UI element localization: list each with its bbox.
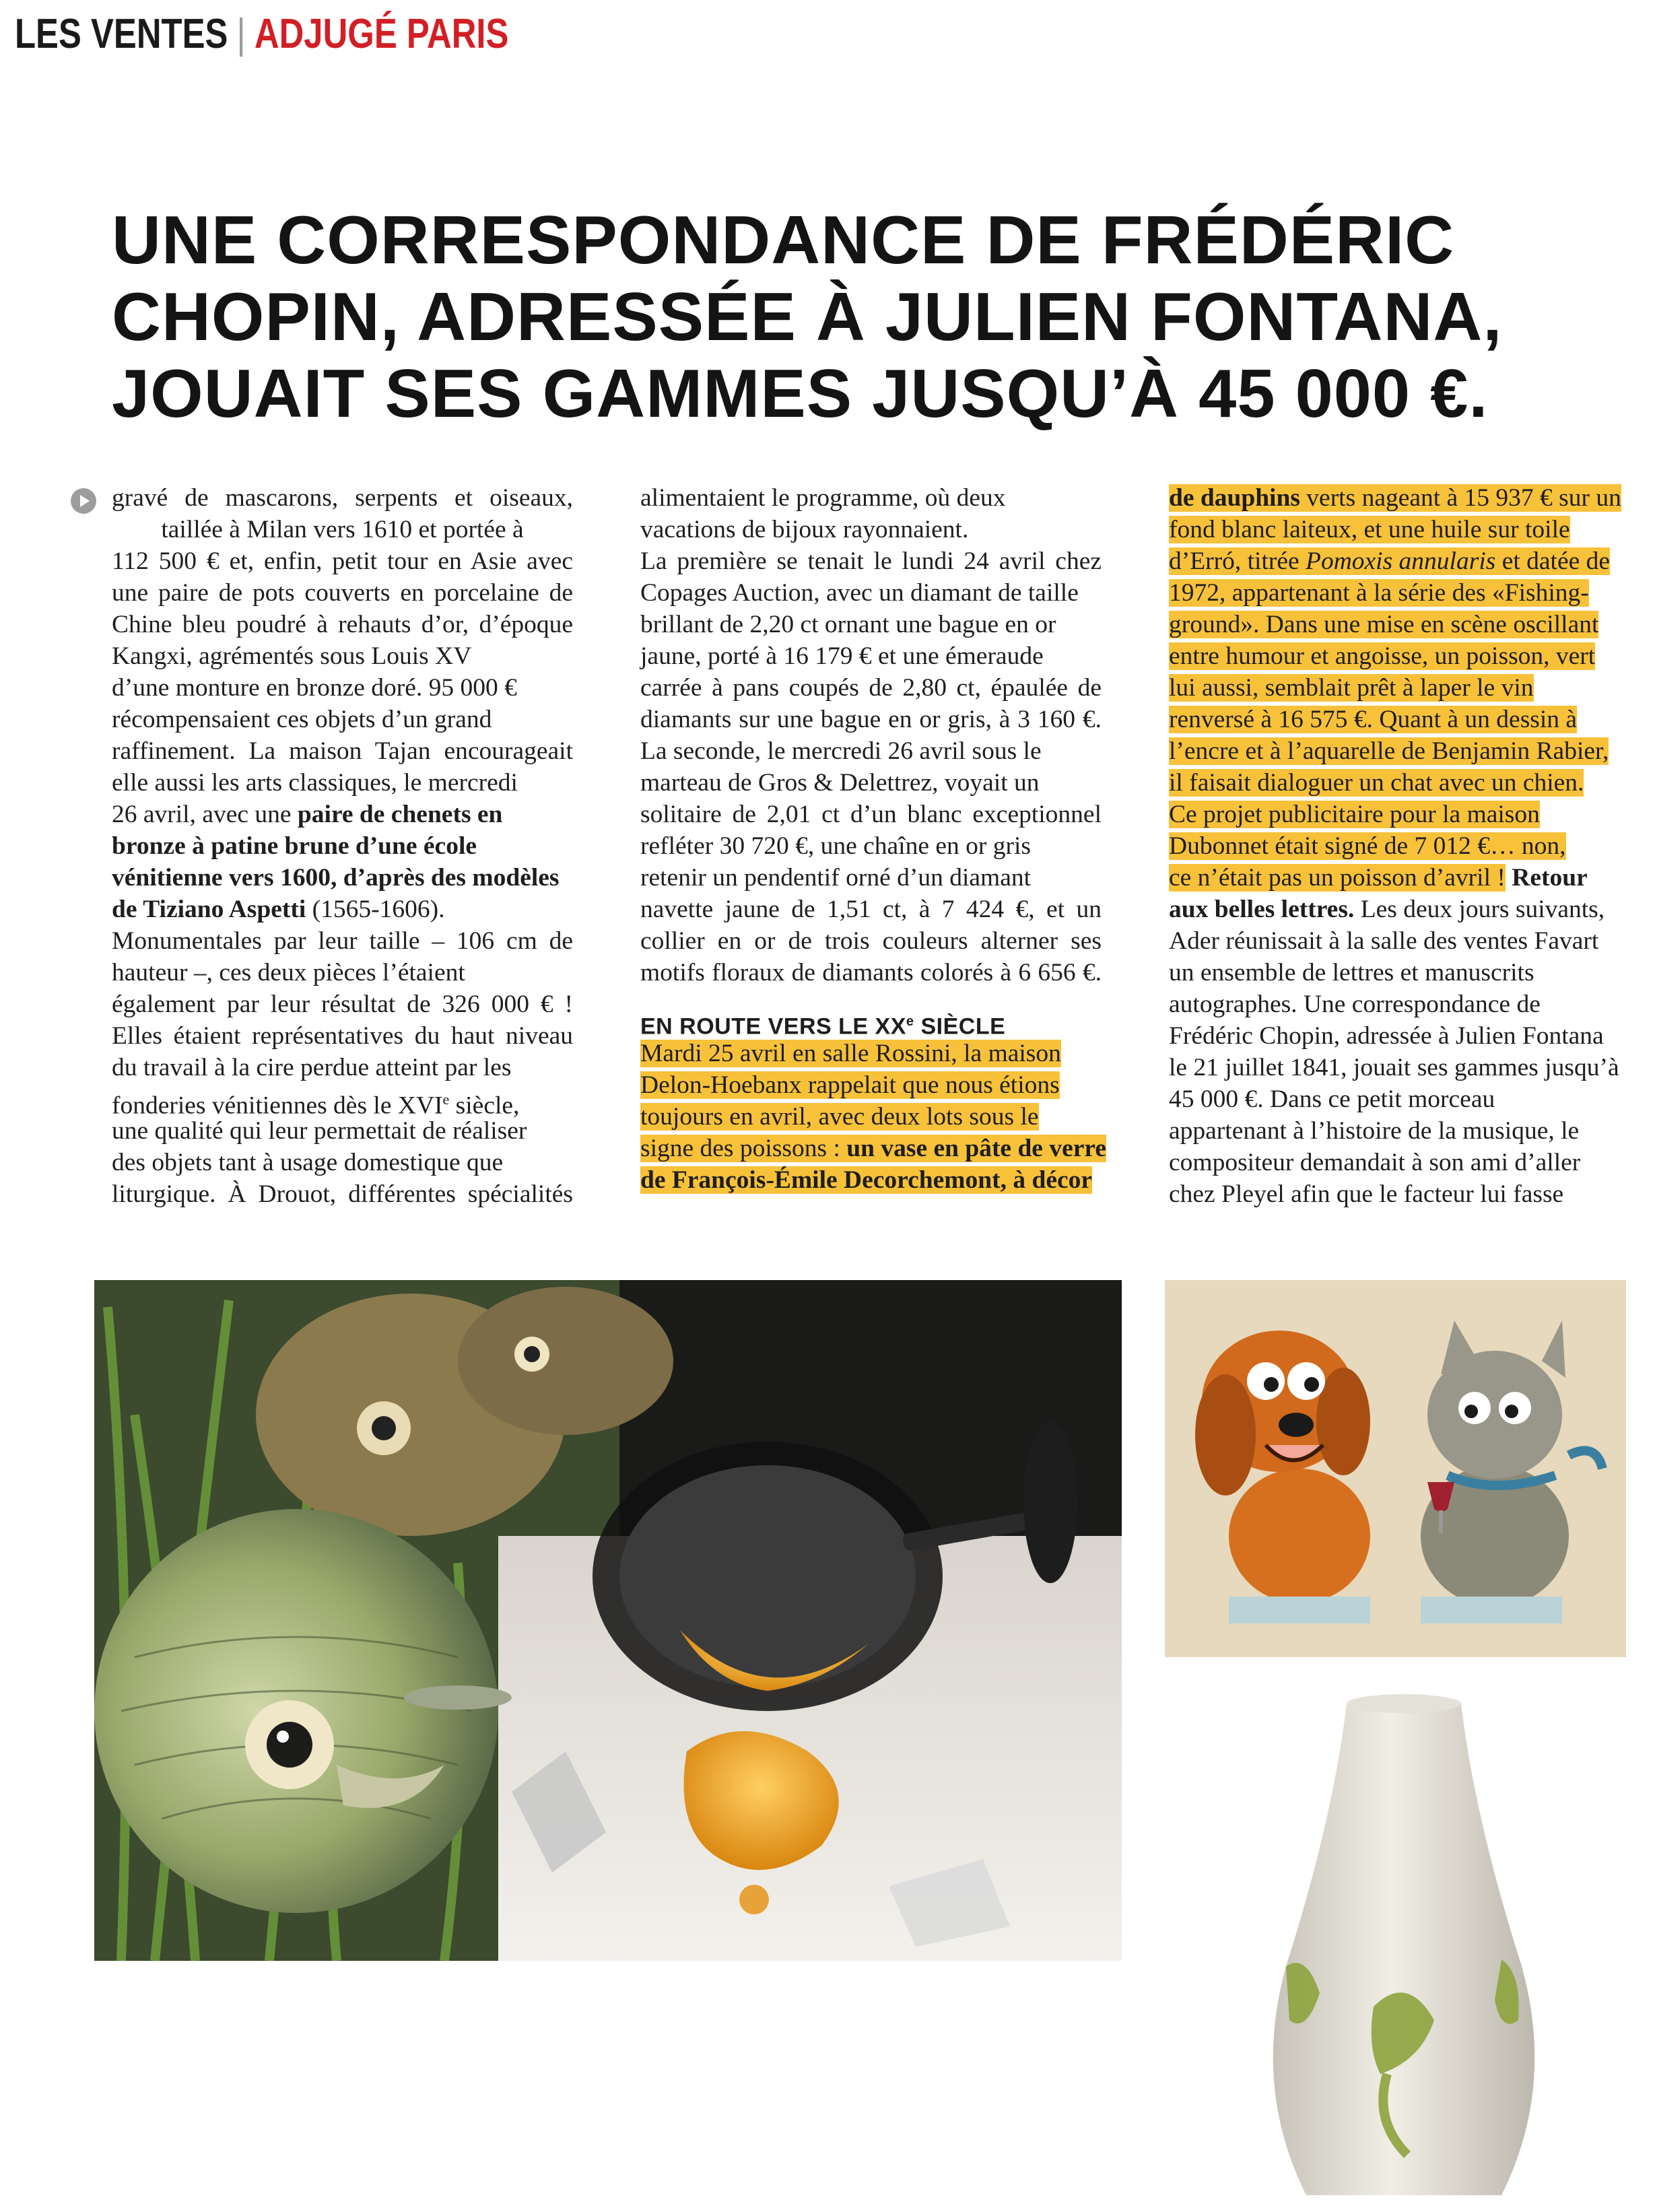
- section-rubric: [15, 9, 508, 58]
- text-line: appartenant à l’histoire de la musique, le: [1169, 1117, 1580, 1145]
- text-line: carrée à pans coupés de 2,80 ct, épaulée de: [640, 674, 1102, 702]
- text-line: Elles étaient représentatives du haut niveau: [112, 1022, 573, 1050]
- text-line: Delon-Hoebanx rappelait que nous étions: [640, 1071, 1060, 1099]
- text-line: alimentaient le programme, où deux: [640, 484, 1006, 512]
- text-line: autographes. Une correspondance de: [1169, 991, 1541, 1018]
- text-line: solitaire de 2,01 ct d’un blanc exceptionnel: [640, 801, 1102, 828]
- text-line: Ce projet publicitaire pour la maison: [1169, 801, 1540, 828]
- text-line: raffinement. La maison Tajan encourageait: [112, 737, 573, 765]
- text-line: fond blanc laiteux, et une huile sur toile: [1169, 516, 1570, 543]
- spacer: [640, 988, 1102, 1006]
- text-line: Frédéric Chopin, adressée à Julien Fontana: [1169, 1022, 1604, 1050]
- text-line: il faisait dialoguer un chat avec un chien.: [1169, 769, 1584, 797]
- bold-lot-title: paire de chenets en: [297, 801, 503, 828]
- text-line: navette jaune de 1,51 ct, à 7 424 €, et un: [640, 896, 1102, 923]
- text-line: le 21 juillet 1841, jouait ses gammes jusqu’à: [1169, 1054, 1619, 1081]
- rabier-dog-cat-drawing-image: [1165, 1280, 1626, 1657]
- text-line: l’encre et à l’aquarelle de Benjamin Rabier,: [1169, 737, 1609, 765]
- section-subhead: EN ROUTE VERS LE XXe SIÈCLE: [640, 1013, 1006, 1040]
- text-line: vacations de bijoux rayonnaient.: [640, 516, 969, 543]
- text-line: gravé de mascarons, serpents et oiseaux,: [112, 484, 573, 512]
- text-line: Mardi 25 avril en salle Rossini, la maison: [640, 1040, 1061, 1067]
- text-line: refléter 30 720 €, une chaîne en or gris: [640, 832, 1031, 860]
- body-column-2: [640, 482, 1106, 1196]
- text-line: Dubonnet était signé de 7 012 €… non,: [1169, 832, 1566, 860]
- text-line: Monumentales par leur taille – 106 cm de: [112, 927, 573, 955]
- text-line: Ader réunissait à la salle des ventes Favart: [1169, 927, 1599, 955]
- text-line: fonderies vénitiennes dès le XVIe siècle,: [112, 1091, 520, 1120]
- text-line: chez Pleyel afin que le facteur lui fasse: [1169, 1180, 1564, 1208]
- text-line: aux belles lettres. Les deux jours suivants,: [1169, 896, 1605, 923]
- text-line: 112 500 € et, enfin, petit tour en Asie avec: [112, 547, 573, 575]
- decorchemont-vase-image: [1205, 1683, 1602, 2212]
- text-line: marteau de Gros & Delettrez, voyait un: [640, 769, 1040, 797]
- article-headline: [112, 202, 1559, 432]
- headline-line: JOUAIT SES GAMMES JUSQU’À 45 000 €.: [112, 356, 1489, 432]
- body-column-3: [1169, 482, 1630, 1210]
- text-line: taillée à Milan vers 1610 et portée à: [161, 516, 524, 543]
- text-line: Kangxi, agrémentés sous Louis XV: [112, 642, 472, 670]
- text-line: de dauphins verts nageant à 15 937 € sur un: [1169, 484, 1621, 512]
- text-line: renversé à 16 575 €. Quant à un dessin à: [1169, 706, 1578, 733]
- text-line: 26 avril, avec une paire de chenets en: [112, 801, 503, 828]
- text-line: compositeur demandait à son ami d’aller: [1169, 1149, 1581, 1176]
- body-column-1: [112, 482, 573, 1210]
- text-line: hauteur –, ces deux pièces l’étaient: [112, 959, 465, 986]
- text-line: 1972, appartenant à la série des «Fishing-: [1169, 579, 1589, 607]
- text-line: retenir un pendentif orné d’un diamant: [640, 864, 1032, 892]
- text-line: de François-Émile Decorchemont, à décor: [640, 1166, 1093, 1194]
- rubric-separator: |: [236, 10, 246, 57]
- text-line: ground». Dans une mise en scène oscillant: [1169, 611, 1599, 638]
- text-line: liturgique. À Drouot, différentes spécialités: [112, 1180, 573, 1208]
- text-line: également par leur résultat de 326 000 € !: [112, 991, 573, 1018]
- text-line: signe des poissons : un vase en pâte de verre: [640, 1135, 1106, 1162]
- text-line: 45 000 €. Dans ce petit morceau: [1169, 1085, 1495, 1113]
- text-line: motifs floraux de diamants colorés à 6 656 €.: [640, 959, 1102, 986]
- text-line: elle aussi les arts classiques, le mercredi: [112, 769, 518, 797]
- text-line: une qualité qui leur permettait de réaliser: [112, 1117, 527, 1145]
- headline-line: UNE CORRESPONDANCE DE FRÉDÉRIC: [112, 203, 1455, 278]
- text-line: d’Erró, titrée Pomoxis annularis et datée de: [1169, 547, 1611, 575]
- text-line: de Tiziano Aspetti (1565-1606).: [112, 896, 445, 923]
- text-line: Chine bleu poudré à rehauts d’or, d’époque: [112, 611, 573, 638]
- text-line: toujours en avril, avec deux lots sous le: [640, 1103, 1039, 1131]
- text-line: ce n’était pas un poisson d’avril ! Retour: [1169, 864, 1588, 892]
- text-line: jaune, porté à 16 179 € et une émeraude: [640, 642, 1044, 670]
- text-line: des objets tant à usage domestique que: [112, 1149, 504, 1176]
- continuation-arrow-icon: [70, 488, 97, 514]
- subsection-label: ADJUGÉ PARIS: [254, 10, 509, 57]
- text-line: La première se tenait le lundi 24 avril chez: [640, 547, 1102, 575]
- painting-erro-fish-image: [94, 1280, 1122, 1961]
- text-line: d’une monture en bronze doré. 95 000 €: [112, 674, 517, 702]
- text-line: du travail à la cire perdue atteint par les: [112, 1054, 512, 1081]
- section-label: LES VENTES: [15, 10, 228, 57]
- headline-line: CHOPIN, ADRESSÉE À JULIEN FONTANA,: [112, 279, 1503, 355]
- text-line: La seconde, le mercredi 26 avril sous le: [640, 737, 1042, 765]
- text-line: diamants sur une bague en or gris, à 3 160 €.: [640, 706, 1102, 733]
- text-line: collier en or de trois couleurs alterner ses: [640, 927, 1102, 955]
- text-line: brillant de 2,20 ct ornant une bague en or: [640, 611, 1056, 638]
- text-line: lui aussi, semblait prêt à laper le vin: [1169, 674, 1534, 702]
- text-line: récompensaient ces objets d’un grand: [112, 706, 492, 733]
- text-line: vénitienne vers 1600, d’après des modèles: [112, 864, 560, 892]
- text-line: entre humour et angoisse, un poisson, vert: [1169, 642, 1596, 670]
- text-line: Copages Auction, avec un diamant de taille: [640, 579, 1079, 607]
- text-line: bronze à patine brune d’une école: [112, 832, 477, 860]
- text-line: une paire de pots couverts en porcelaine de: [112, 579, 573, 607]
- text-line: un ensemble de lettres et manuscrits: [1169, 959, 1534, 986]
